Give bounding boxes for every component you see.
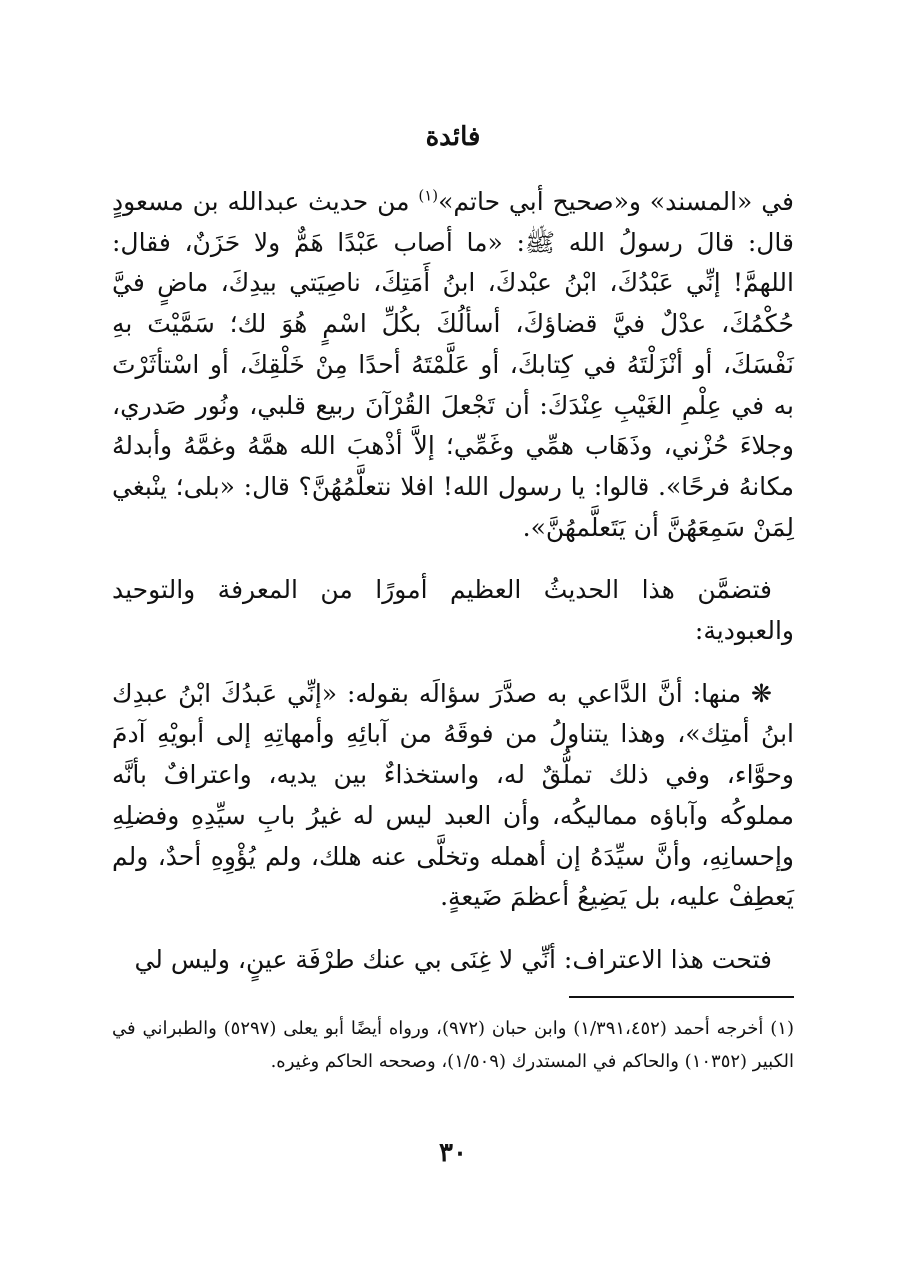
footnote-reference[interactable]: (١): [418, 186, 439, 205]
continuing-paragraph: فتحت هذا الاعتراف: أنِّي لا غِنَى بي عنك طرْفَة عينٍ، وليس لي: [134, 944, 772, 974]
footnote: [112, 1012, 794, 1078]
intro-text-start: في «المسند» و«صحيح أبي حاتم»: [438, 187, 794, 216]
footnote-divider: [569, 996, 794, 998]
book-page: [112, 0, 794, 1271]
hadith-text: من حديث عبدالله بن مسعودٍ قال: قالَ رسولُ الله ﷺ: «ما أصاب عَبْدًا هَمٌّ ولا حَزَنٌ، فقال: اللهمَّ! إنِّي عَبْدُكَ، ابْنُ عبْدكَ، ابنُ أَمَتِكَ، ناصِيَتي بيدِكَ، ماضٍ فيَّ حُكْمُكَ، عدْلٌ فيَّ قضاؤكَ، أسألُكَ بكُلِّ اسْمٍ هُوَ لك؛ سَمَّيْتَ بهِ نَفْسَكَ، أو أنْزَلْتَهُ في كِتابكَ، أو عَلَّمْتَهُ أحدًا مِنْ خَلْقِكَ، أو اسْتأثَرْتَ به في عِلْمِ الغَيْبِ عِنْدَكَ: أن تَجْعلَ القُرْآنَ ربيع قلبي، ونُور صَدري، وجلاءَ حُزْني، وذَهَاب همِّي وغَمِّي؛ إلاَّ أذْهبَ الله همَّهُ وغمَّهُ وأبدلهُ مكانهُ فرحًا». قالوا: يا رسول الله! افلا نتعلَّمُهُنَّ؟ قال: «بلى؛ ينْبغي لِمَنْ سَمِعَهُنَّ أن يَتَعلَّمهُنَّ».: [112, 187, 794, 542]
footnote-text: (١) أخرجه أحمد (١/٣٩١،٤٥٢) وابن حبان (٩٧٢)، ورواه أيضًا أبو يعلى (٥٢٩٧) والطبراني في الكبير (١٠٣٥٢) والحاكم في المستدرك (١/٥٠٩)، وصححه الحاكم وغيره.: [112, 1018, 794, 1072]
page-number: ٣٠: [439, 1138, 467, 1168]
section-title: فائدة: [425, 122, 481, 152]
main-text: [112, 182, 794, 981]
commentary-paragraph: فتضمَّن هذا الحديثُ العظيم أمورًا من المعرفة والتوحيد والعبودية:: [112, 575, 794, 646]
first-point-paragraph: ❋ منها: أنَّ الدَّاعي به صدَّرَ سؤالَه بقوله: «إنِّي عَبدُكَ ابْنُ عبدِك ابنُ أمتِك»، وهذا يتناولُ من فوقَهُ من آبائِهِ وأمهاتِهِ إلى أبويْهِ آدمَ وحوَّاء، وفي ذلك تملُّقٌ له، واستخذاءٌ بين يديه، واعترافٌ بأنَّه مملوكُه وآباؤه مماليكُه، وأن العبد ليس له غيرُ بابِ سيِّدِهِ وفضلِهِ وإحسانِهِ، وأنَّ سيِّدَهُ إن أهمله وتخلَّى عنه هلك، ولم يُؤْوِهِ أحدٌ، ولم يَعطِفْ عليه، بل يَضِيعُ أعظمَ ضَيعةٍ.: [112, 678, 794, 912]
hadith-paragraph: [112, 182, 794, 548]
